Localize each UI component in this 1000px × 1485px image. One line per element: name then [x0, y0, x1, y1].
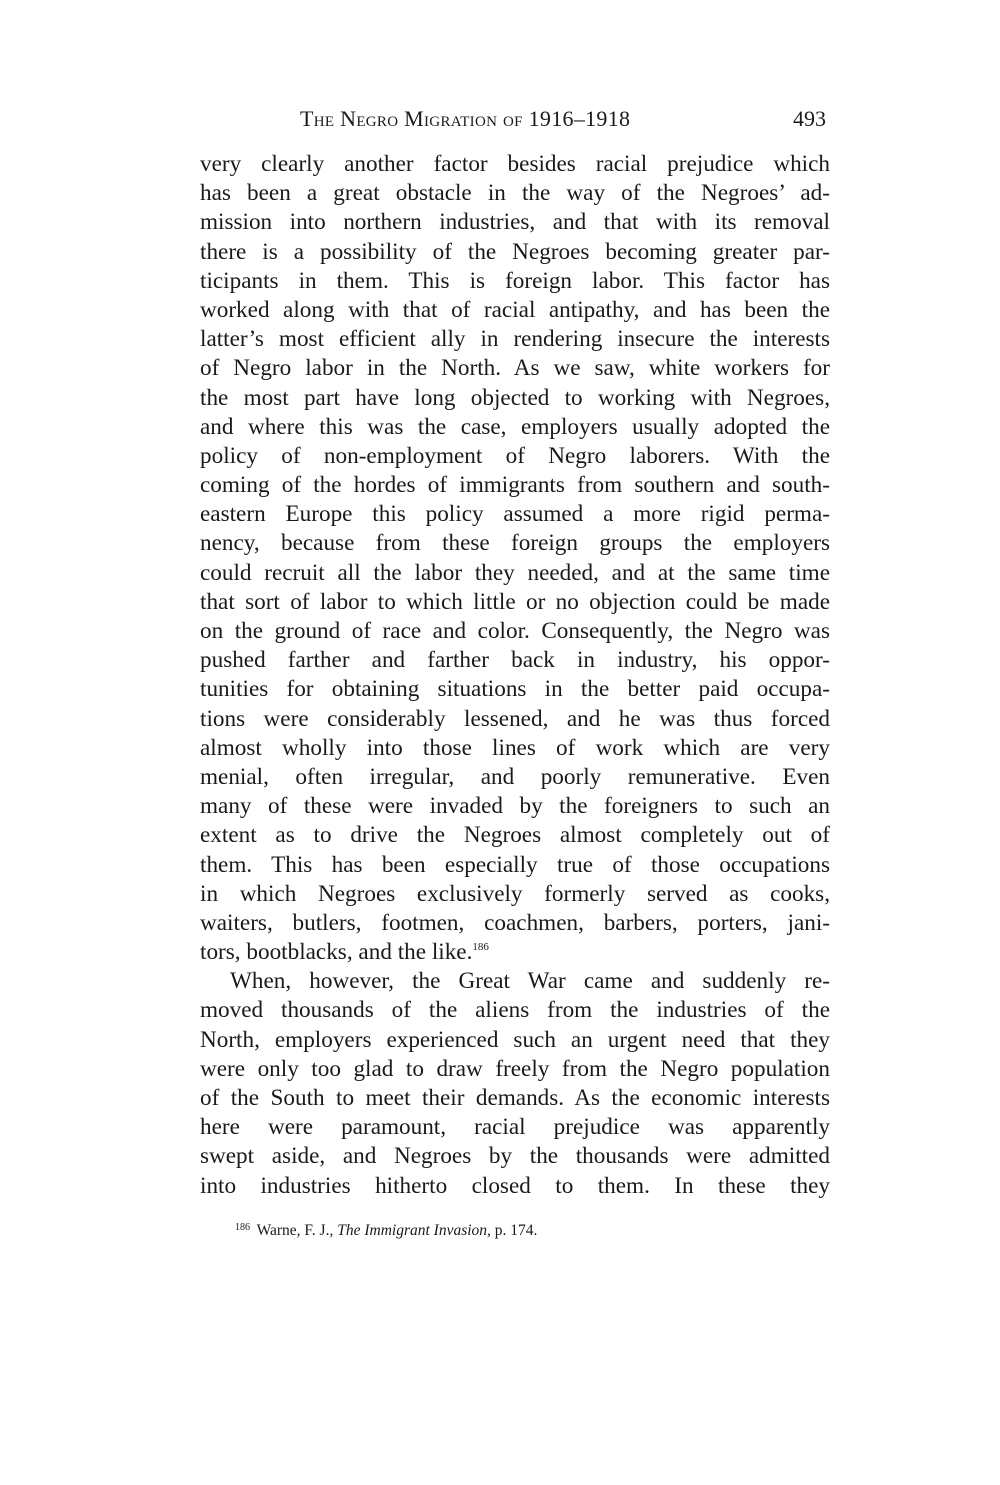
- text-line: moved thousands of the aliens from the industries of the: [200, 997, 830, 1024]
- text-line: very clearly another factor besides racial prejudice which: [200, 151, 830, 177]
- running-head-title: The Negro Migration of 1916–1918: [300, 106, 631, 131]
- text-line: nency, because from these foreign groups the employers: [200, 530, 830, 557]
- footnote-author: Warne, F. J.,: [256, 1222, 334, 1239]
- text-line: almost wholly into those lines of work which are very: [200, 734, 830, 761]
- text-line: and where this was the case, employers usually adopted the: [200, 413, 830, 440]
- text-line: mission into northern industries, and that with its removal: [200, 209, 830, 236]
- text-line: that sort of labor to which little or no objection could be made: [200, 588, 830, 615]
- text-line: of Negro labor in the North. As we saw, white workers for: [200, 355, 830, 382]
- footnote-page: p. 174.: [494, 1222, 538, 1239]
- footnote-reference[interactable]: 186: [472, 941, 489, 954]
- text-line: ticipants in them. This is foreign labor. This factor has: [200, 267, 830, 294]
- text-line: North, employers experienced such an urgent need that they: [200, 1026, 830, 1053]
- footnote: [235, 1222, 537, 1240]
- paragraph-start-line: When, however, the Great War came and suddenly re-: [230, 968, 830, 995]
- text-line-with-footnote-ref: [200, 938, 830, 967]
- text-line: the most part have long objected to working with Negroes,: [200, 384, 830, 411]
- text-line: swept aside, and Negroes by the thousands were admitted: [200, 1143, 830, 1170]
- body-text: [200, 150, 830, 1201]
- text-line: eastern Europe this policy assumed a more rigid perma-: [200, 501, 830, 528]
- text-line: many of these were invaded by the foreigners to such an: [200, 793, 830, 820]
- footnote-title: The Immigrant Invasion,: [337, 1222, 491, 1239]
- text-line: there is a possibility of the Negroes becoming greater par-: [200, 238, 830, 265]
- text-line: worked along with that of racial antipathy, and has been the: [200, 296, 830, 323]
- text-line: them. This has been especially true of those occupations: [200, 851, 830, 878]
- text-line: on the ground of race and color. Consequently, the Negro was: [200, 618, 830, 644]
- text-line: pushed farther and farther back in industry, his oppor-: [200, 647, 830, 674]
- running-head: [300, 106, 630, 132]
- text-line: of the South to meet their demands. As the economic interests: [200, 1085, 830, 1111]
- text-line-content: tors, bootblacks, and the like.: [200, 939, 473, 966]
- text-line: tions were considerably lessened, and he was thus forced: [200, 705, 830, 732]
- text-line: here were paramount, racial prejudice was apparently: [200, 1114, 830, 1141]
- page-number: 493: [793, 106, 826, 131]
- text-line: policy of non-employment of Negro laborers. With the: [200, 442, 830, 469]
- text-line: extent as to drive the Negroes almost completely out of: [200, 822, 830, 849]
- text-line: latter’s most efficient ally in rendering insecure the interests: [200, 326, 830, 353]
- text-line: waiters, butlers, footmen, coachmen, barbers, porters, jani-: [200, 909, 830, 936]
- text-line: into industries hitherto closed to them. In these they: [200, 1172, 830, 1199]
- footnote-number: 186: [235, 1222, 250, 1233]
- text-line: menial, often irregular, and poorly remunerative. Even: [200, 763, 830, 790]
- text-line: in which Negroes exclusively formerly served as cooks,: [200, 880, 830, 907]
- text-line: has been a great obstacle in the way of the Negroes’ ad-: [200, 180, 830, 207]
- text-line: tunities for obtaining situations in the better paid occupa-: [200, 676, 830, 703]
- text-line: were only too glad to draw freely from the Negro population: [200, 1055, 830, 1082]
- text-line: coming of the hordes of immigrants from southern and south-: [200, 472, 830, 499]
- text-line: could recruit all the labor they needed, and at the same time: [200, 559, 830, 586]
